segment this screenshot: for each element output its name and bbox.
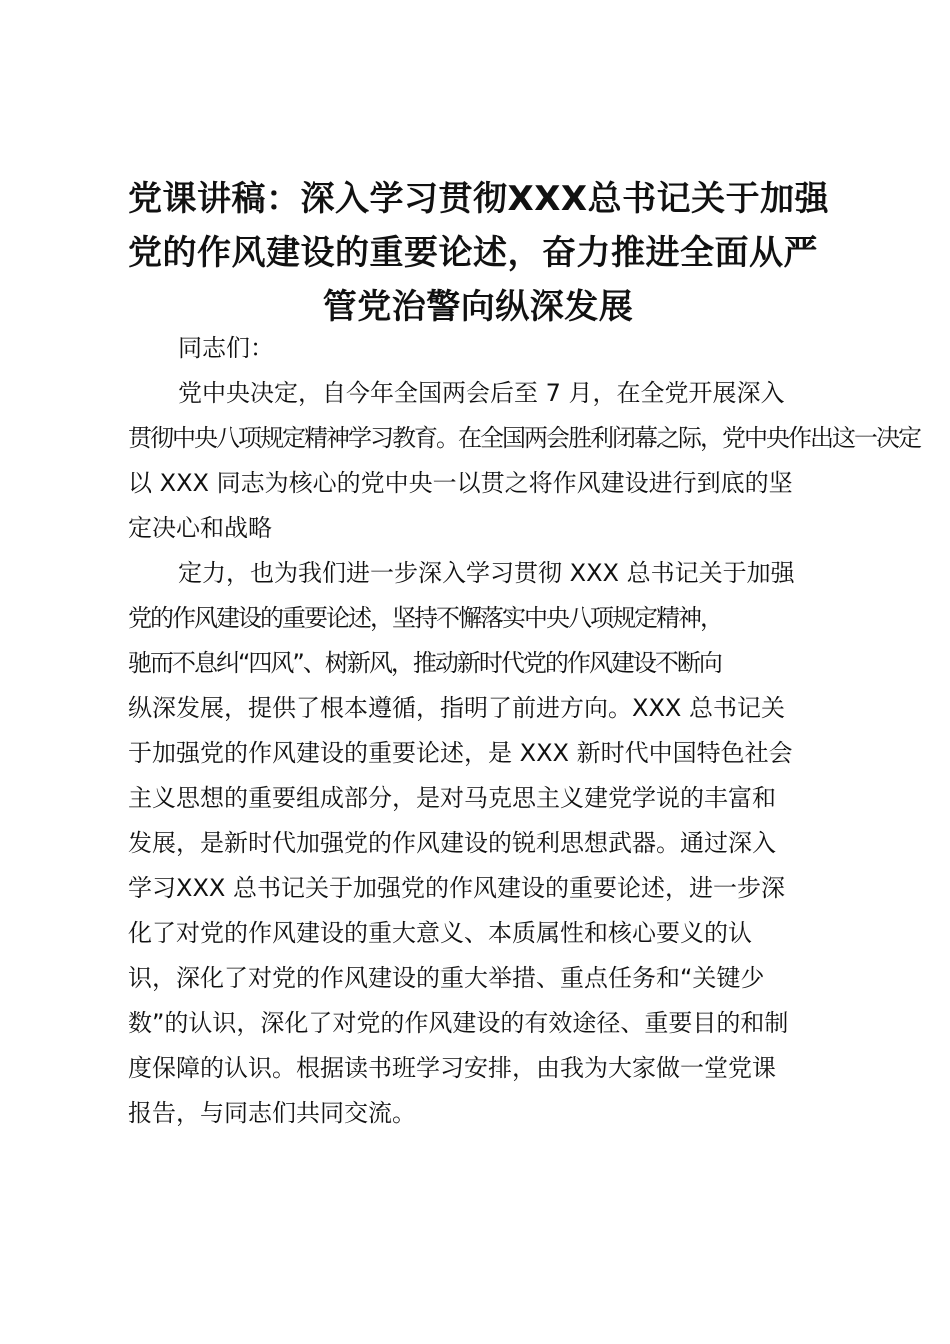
paragraph-line: 党的作风建设的重要论述，坚持不懈落实中央八项规定精神， [128, 604, 722, 632]
paragraph-line: 数”的认识，深化了对党的作风建设的有效途径、重要目的和制 [128, 1009, 789, 1037]
salutation: 同志们： [178, 334, 274, 362]
paragraph-line: 识，深化了对党的作风建设的重大举措、重点任务和“关键少 [128, 964, 765, 992]
paragraph-line: 驰而不息纠“四风”、树新风，推动新时代党的作风建设不断向 [128, 649, 721, 677]
paragraph-line: 定决心和战略 [128, 514, 272, 542]
document-title [128, 172, 828, 334]
paragraph-line: 于加强党的作风建设的重要论述，是 XXX 新时代中国特色社会 [128, 739, 793, 767]
paragraph-line: 化了对党的作风建设的重大意义、本质属性和核心要义的认 [128, 919, 752, 947]
paragraph-line: 贯彻中央八项规定精神学习教育。在全国两会胜利闭幕之际，党中央作出这一决定 [128, 424, 920, 452]
title-line: 管党治警向纵深发展 [322, 287, 634, 327]
paragraph-line: 主义思想的重要组成部分，是对马克思主义建党学说的丰富和 [128, 784, 776, 812]
paragraph-line: 纵深发展，提供了根本遵循，指明了前进方向。XXX 总书记关 [128, 694, 785, 722]
paragraph-line: 报告，与同志们共同交流。 [128, 1099, 416, 1127]
paragraph-line: 发展，是新时代加强党的作风建设的锐利思想武器。通过深入 [128, 829, 776, 857]
paragraph-line: 学习XXX 总书记关于加强党的作风建设的重要论述，进一步深 [128, 874, 785, 902]
title-line: 党的作风建设的重要论述，奋力推进全面从严 [128, 233, 818, 273]
paragraph-line: 以 XXX 同志为核心的党中央一以贯之将作风建设进行到底的坚 [128, 469, 793, 497]
paragraph-line: 度保障的认识。根据读书班学习安排，由我为大家做一堂党课 [128, 1054, 776, 1082]
paragraph-line: 党中央决定，自今年全国两会后至 7 月，在全党开展深入 [178, 379, 785, 407]
title-line: 党课讲稿：深入学习贯彻XXX总书记关于加强 [128, 179, 830, 219]
paragraph-line: 定力，也为我们进一步深入学习贯彻 XXX 总书记关于加强 [178, 559, 795, 587]
